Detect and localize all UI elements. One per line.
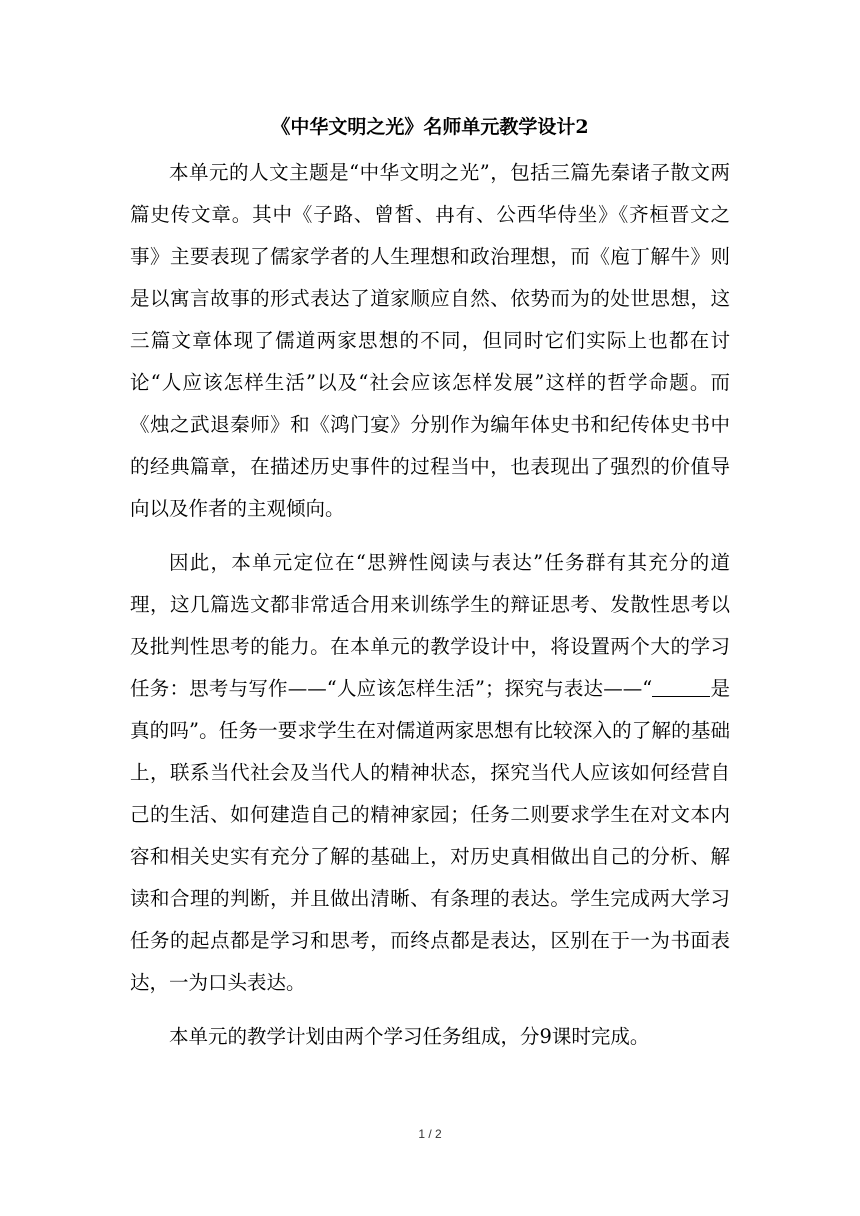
paragraph-tasks-part1: 因此，本单元定位在“思辨性阅读与表达”任务群有其充分的道理，这几篇选文都非常适合用来训练学生的辩证思考、发散性思考以及批判性思考的能力。在本单元的教学设计中，将设置两个大的学习任务：思考与写作——“人应该怎样生活”；探究与表达——“ xyxy=(130,551,730,700)
paragraph-plan: 本单元的教学计划由两个学习任务组成，分9课时完成。 xyxy=(169,1025,650,1048)
document-title: 《中华文明之光》名师单元教学设计2 xyxy=(271,116,589,138)
paragraph-intro: 本单元的人文主题是“中华文明之光”，包括三篇先秦诸子散文两篇史传文章。其中《子路、曾皙、冉有、公西华侍坐》《齐桓晋文之事》主要表现了儒家学者的人生理想和政治理想，而《庖丁解牛》则是以寓言故事的形式表达了道家顺应自然、依势而为的处世思想，这三篇文章体现了儒道两家思想的不同，但同时它们实际上也都在讨论“人应该怎样生活”以及“社会应该怎样发展”这样的哲学命题。而《烛之武退秦师》和《鸿门宴》分别作为编年体史书和纪传体史书中的经典篇章，在描述历史事件的过程当中，也表现出了强烈的价值导向以及作者的主观倾向。 xyxy=(130,161,730,520)
paragraph-tasks-part2: 是真的吗”。任务一要求学生在对儒道两家思想有比较深入的了解的基础上，联系当代社会及当代人的精神状态，探究当代人应该如何经营自己的生活、如何建造自己的精神家园；任务二则要求学生在对文本内容和相关史实有充分了解的基础上，对历史真相做出自己的分析、解读和合理的判断，并且做出清晰、有条理的表达。学生完成两大学习任务的起点都是学习和思考，而终点都是表达，区别在于一为书面表达，一为口头表达。 xyxy=(130,677,730,994)
page-number: 1 / 2 xyxy=(418,1127,442,1141)
paragraph-tasks xyxy=(130,542,730,1004)
fill-in-blank xyxy=(652,677,710,698)
document-body xyxy=(130,152,730,1058)
